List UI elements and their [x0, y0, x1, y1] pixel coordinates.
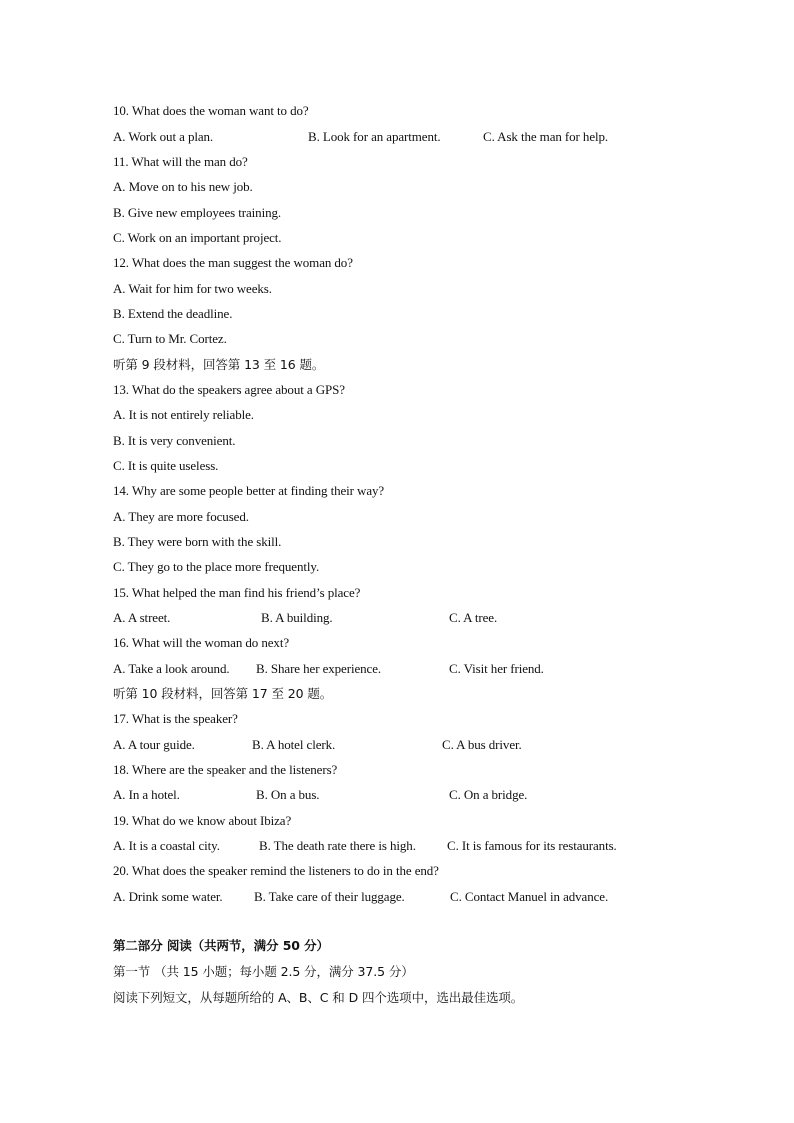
question-11-stem: 11. What will the man do?: [113, 154, 248, 169]
question-10-option-b: B. Look for an apartment.: [308, 129, 441, 144]
part-2-instruction: 阅读下列短文，从每题所给的 A、B、C 和 D 四个选项中，选出最佳选项。: [113, 990, 524, 1005]
question-16-option-b: B. Share her experience.: [256, 661, 382, 676]
question-18-option-c: C. On a bridge.: [449, 787, 528, 802]
question-19-stem: 19. What do we know about Ibiza?: [113, 813, 292, 828]
question-19-option-b: B. The death rate there is high.: [259, 838, 416, 853]
question-20-option-b: B. Take care of their luggage.: [254, 889, 405, 904]
question-20-option-a: A. Drink some water.: [113, 889, 223, 904]
question-16-stem: 16. What will the woman do next?: [113, 635, 289, 650]
question-15-stem: 15. What helped the man find his friend’s place?: [113, 585, 361, 600]
question-10-stem: 10. What does the woman want to do?: [113, 103, 309, 118]
question-20-stem: 20. What does the speaker remind the listeners to do in the end?: [113, 863, 439, 878]
question-17-option-c: C. A bus driver.: [442, 737, 522, 752]
question-18-option-b: B. On a bus.: [256, 787, 320, 802]
question-12-option-c: C. Turn to Mr. Cortez.: [113, 331, 227, 346]
question-16-option-a: A. Take a look around.: [113, 661, 230, 676]
question-13-stem: 13. What do the speakers agree about a GPS?: [113, 382, 345, 397]
question-19-option-a: A. It is a coastal city.: [113, 838, 220, 853]
part-2-heading: 第二部分 阅读（共两节，满分 50 分）: [113, 938, 329, 953]
section-9-instruction: 听第 9 段材料，回答第 13 至 16 题。: [113, 357, 325, 372]
question-17-stem: 17. What is the speaker?: [113, 711, 238, 726]
question-15-option-c: C. A tree.: [449, 610, 498, 625]
question-11-option-a: A. Move on to his new job.: [113, 179, 253, 194]
question-17-option-b: B. A hotel clerk.: [252, 737, 336, 752]
question-15-option-a: A. A street.: [113, 610, 171, 625]
question-12-option-a: A. Wait for him for two weeks.: [113, 281, 272, 296]
question-15-option-b: B. A building.: [261, 610, 333, 625]
section-10-instruction: 听第 10 段材料，回答第 17 至 20 题。: [113, 686, 333, 701]
question-14-option-a: A. They are more focused.: [113, 509, 249, 524]
question-10-option-c: C. Ask the man for help.: [483, 129, 609, 144]
question-12-stem: 12. What does the man suggest the woman do?: [113, 255, 353, 270]
question-14-option-b: B. They were born with the skill.: [113, 534, 282, 549]
question-11-option-c: C. Work on an important project.: [113, 230, 282, 245]
part-2-section-1-heading: 第一节 （共 15 小题；每小题 2.5 分，满分 37.5 分）: [113, 964, 414, 979]
question-14-option-c: C. They go to the place more frequently.: [113, 559, 320, 574]
question-12-option-b: B. Extend the deadline.: [113, 306, 233, 321]
question-16-option-c: C. Visit her friend.: [449, 661, 544, 676]
question-17-option-a: A. A tour guide.: [113, 737, 195, 752]
question-18-stem: 18. Where are the speaker and the listeners?: [113, 762, 338, 777]
question-13-option-a: A. It is not entirely reliable.: [113, 407, 254, 422]
question-13-option-c: C. It is quite useless.: [113, 458, 219, 473]
question-13-option-b: B. It is very convenient.: [113, 433, 236, 448]
question-10-option-a: A. Work out a plan.: [113, 129, 214, 144]
question-18-option-a: A. In a hotel.: [113, 787, 180, 802]
question-11-option-b: B. Give new employees training.: [113, 205, 282, 220]
question-20-option-c: C. Contact Manuel in advance.: [450, 889, 609, 904]
question-19-option-c: C. It is famous for its restaurants.: [447, 838, 617, 853]
question-14-stem: 14. Why are some people better at finding their way?: [113, 483, 385, 498]
